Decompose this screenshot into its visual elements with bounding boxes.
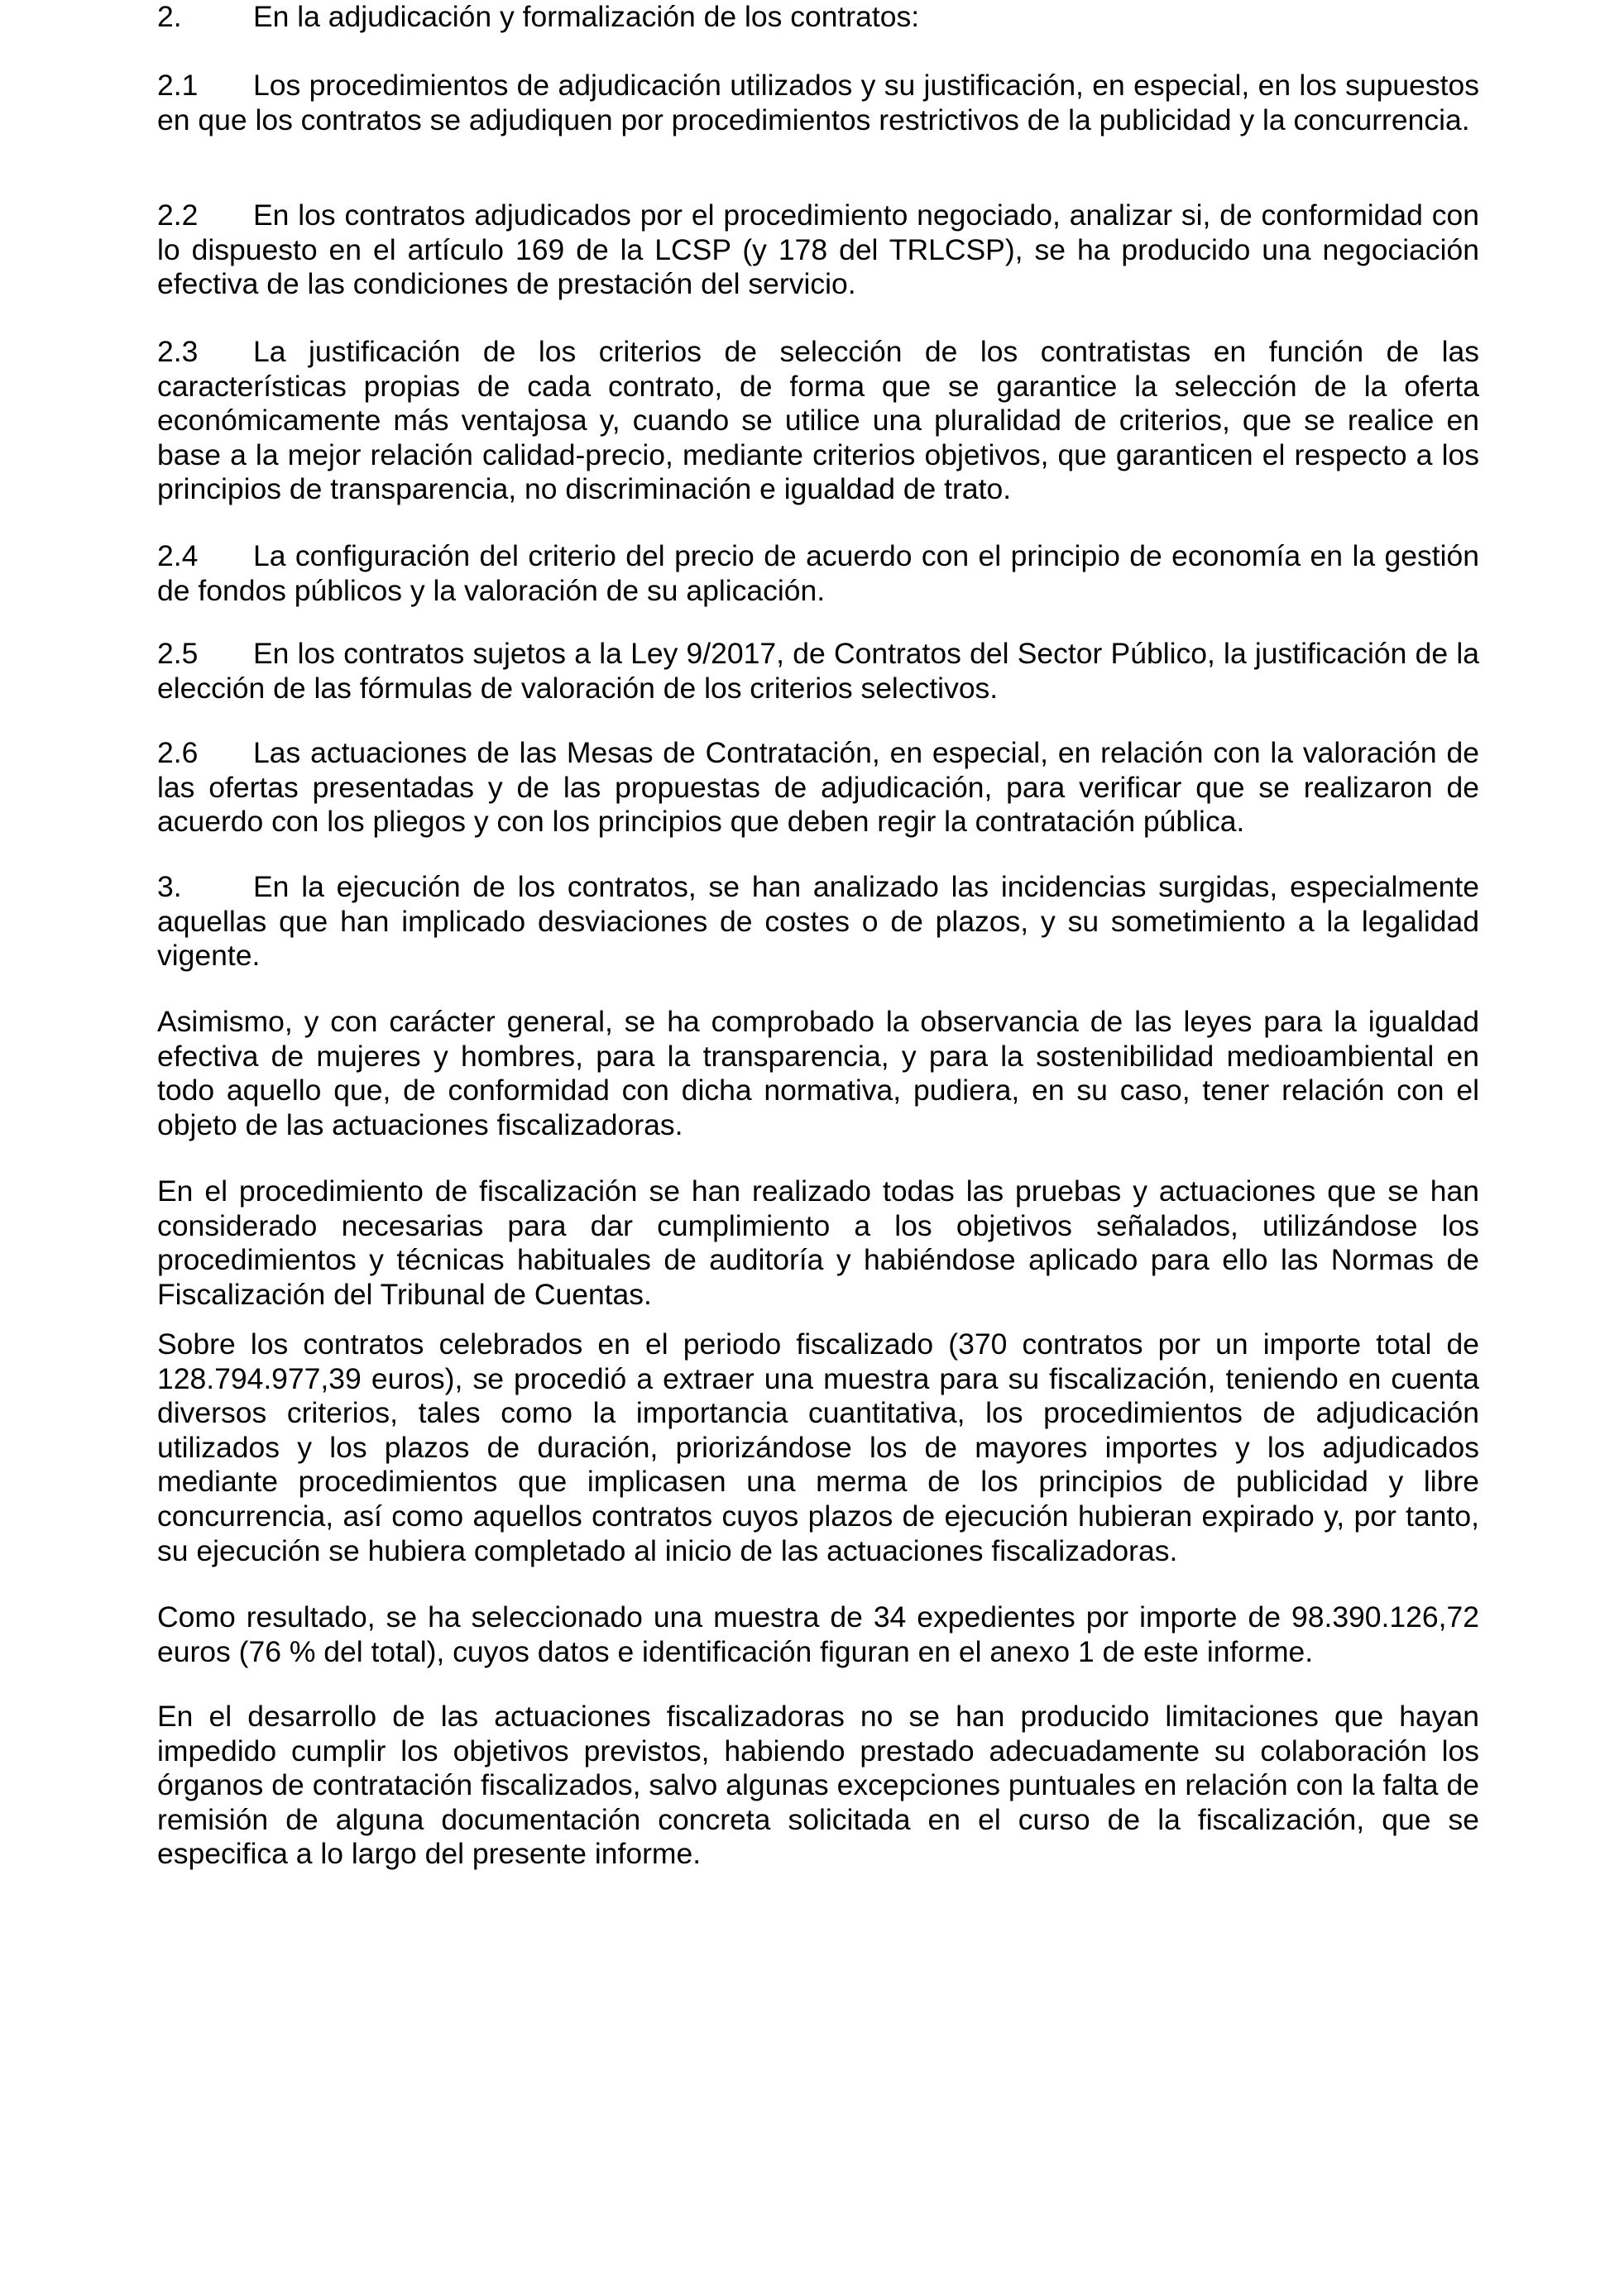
- item-text: La justificación de los criterios de selección de los contratistas en función de las características propias de cada contrato, de forma que se garantice la selección de la oferta económicamente más ventajosa y, cuando se utilice una pluralidad de criterios, que se realice en base a la mejor relación calidad-precio, mediante criterios objetivos, que garanticen el respecto a los principios de transparencia, no discriminación e igualdad de trato.: [157, 335, 1479, 506]
- paragraph-asimismo: Asimismo, y con carácter general, se ha comprobado la observancia de las leyes para la igualdad efectiva de mujeres y hombres, para la transparencia, y para la sostenibilidad medioambiental en todo aquello que, de conformidad con dicha normativa, pudiera, en su caso, tener relación con el objeto de las actuaciones fiscalizadoras.: [157, 1005, 1479, 1141]
- item-number: 2.3: [157, 335, 199, 368]
- item-2-3: [157, 335, 1479, 507]
- paragraph-muestra-criterios: Sobre los contratos celebrados en el periodo fiscalizado (370 contratos por un importe total de 128.794.977,39 euros), se procedió a extraer una muestra para su fiscalización, teniendo en cuenta diversos criterios, tales como la importancia cuantitativa, los procedimientos de adjudicación utilizados y los plazos de duración, priorizándose los de mayores importes y los adjudicados mediante procedimientos que implicasen una merma de los principios de publicidad y libre concurrencia, así como aquellos contratos cuyos plazos de ejecución hubieran expirado y, por tanto, su ejecución se hubiera completado al inicio de las actuaciones fiscalizadoras.: [157, 1327, 1479, 1567]
- item-number: 2.: [157, 0, 182, 33]
- item-text: En la adjudicación y formalización de los contratos:: [253, 0, 920, 33]
- item-text: Los procedimientos de adjudicación utilizados y su justificación, en especial, en los supuestos en que los contratos se adjudiquen por procedimientos restrictivos de la publicidad y la concurrencia.: [157, 69, 1479, 136]
- item-text: La configuración del criterio del precio de acuerdo con el principio de economía en la gestión de fondos públicos y la valoración de su aplicación.: [157, 539, 1479, 607]
- item-3: [157, 870, 1479, 973]
- item-2: [157, 0, 1479, 35]
- item-2-2: [157, 199, 1479, 302]
- item-2-1: [157, 69, 1479, 137]
- item-number: 2.1: [157, 69, 199, 102]
- item-text: Las actuaciones de las Mesas de Contratación, en especial, en relación con la valoración de las ofertas presentadas y de las propuestas de adjudicación, para verificar que se realizaron de acuerdo con los pliegos y con los principios que deben regir la contratación pública.: [157, 736, 1479, 839]
- item-2-4: [157, 539, 1479, 608]
- item-number: 2.5: [157, 637, 199, 670]
- paragraph-procedimiento: En el procedimiento de fiscalización se han realizado todas las pruebas y actuaciones que se han considerado necesarias para dar cumplimiento a los objetivos señalados, utilizándose los procedimientos y técnicas habituales de auditoría y habiéndose aplicado para ello las Normas de Fiscalización del Tribunal de Cuentas.: [157, 1174, 1479, 1311]
- item-text: En la ejecución de los contratos, se han analizado las incidencias surgidas, especialmente aquellas que han implicado desviaciones de costes o de plazos, y su sometimiento a la legalidad vigente.: [157, 870, 1479, 973]
- item-number: 3.: [157, 870, 182, 903]
- item-text: En los contratos sujetos a la Ley 9/2017, de Contratos del Sector Público, la justificación de la elección de las fórmulas de valoración de los criterios selectivos.: [157, 637, 1479, 705]
- item-text: En los contratos adjudicados por el procedimiento negociado, analizar si, de conformidad con lo dispuesto en el artículo 169 de la LCSP (y 178 del TRLCSP), se ha producido una negociación efectiva de las condiciones de prestación del servicio.: [157, 199, 1479, 301]
- item-2-6: [157, 736, 1479, 839]
- paragraph-limitaciones: En el desarrollo de las actuaciones fiscalizadoras no se han producido limitaciones que hayan impedido cumplir los objetivos previstos, habiendo prestado adecuadamente su colaboración los órganos de contratación fiscalizados, salvo algunas excepciones puntuales en relación con la falta de remisión de alguna documentación concreta solicitada en el curso de la fiscalización, que se especifica a lo largo del presente informe.: [157, 1700, 1479, 1871]
- item-number: 2.4: [157, 539, 199, 572]
- item-number: 2.2: [157, 199, 199, 232]
- item-number: 2.6: [157, 736, 199, 769]
- item-2-5: [157, 637, 1479, 706]
- paragraph-resultado: Como resultado, se ha seleccionado una muestra de 34 expedientes por importe de 98.390.126,72 euros (76 % del total), cuyos datos e identificación figuran en el anexo 1 de este informe.: [157, 1600, 1479, 1668]
